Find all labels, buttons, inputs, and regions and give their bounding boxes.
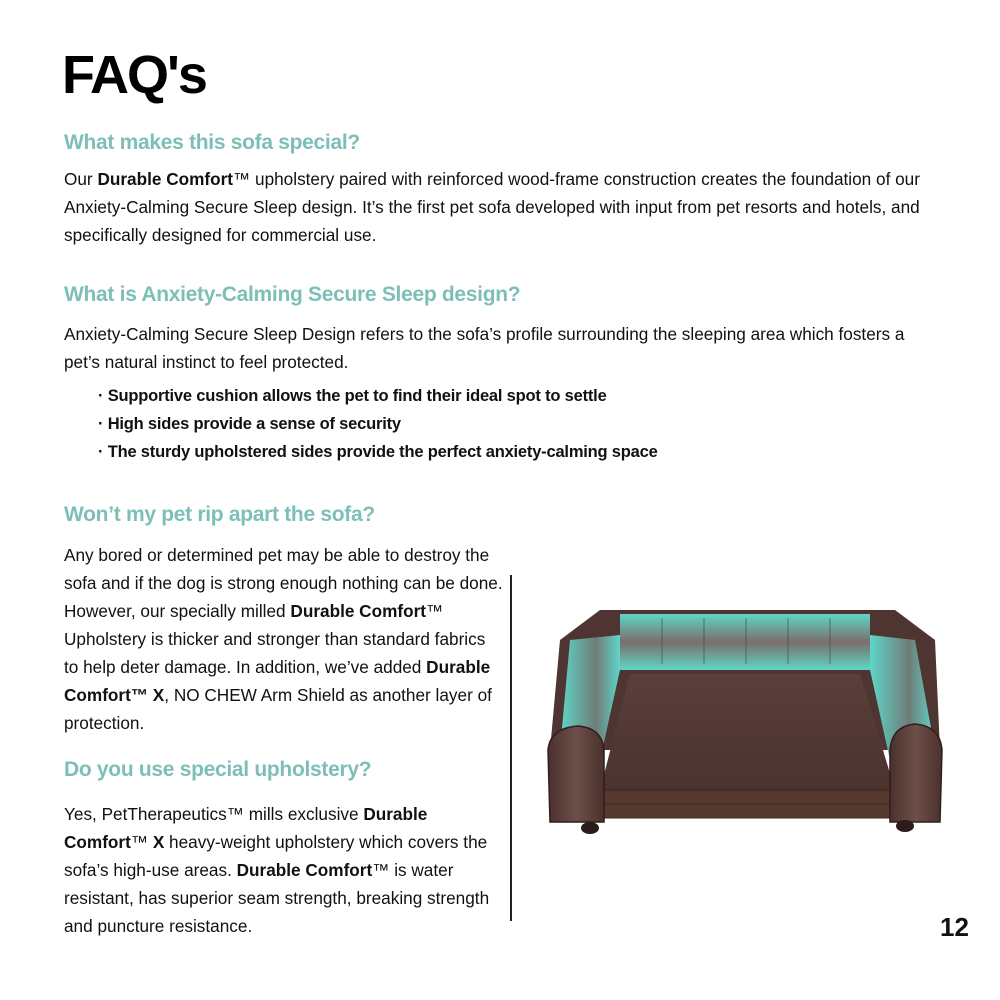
faq-question-1: What makes this sofa special? <box>64 131 360 154</box>
page-title: FAQ's <box>62 45 206 105</box>
sofa-leg <box>581 822 599 834</box>
faq-question-2: What is Anxiety-Calming Secure Sleep design? <box>64 283 521 306</box>
faq-answer-1: Our Durable Comfort™ upholstery paired with reinforced wood-frame construction creates the foundation of our Anxiety-Calming Secure Sleep design. It’s the first pet sofa developed with input from pet resorts and hotels, and specifically designed for commercial use. <box>64 169 920 245</box>
bullet-item: · Supportive cushion allows the pet to find their ideal spot to settle <box>98 382 658 410</box>
faq-question-4: Do you use special upholstery? <box>64 758 372 781</box>
sofa-back-cushion <box>620 614 870 670</box>
bullet-item: · The sturdy upholstered sides provide the perfect anxiety-calming space <box>98 438 658 466</box>
bullet-item: · High sides provide a sense of security <box>98 410 658 438</box>
faq-question-3: Won’t my pet rip apart the sofa? <box>64 503 375 526</box>
sofa-image <box>540 600 950 840</box>
faq-answer-4: Yes, PetTherapeutics™ mills exclusive Durable Comfort™ X heavy-weight upholstery which covers the sofa’s high-use areas. Durable Comfort™ is water resistant, has superior seam strength, breaking strength and puncture resistance. <box>64 804 490 936</box>
sofa-right-arm <box>890 724 942 822</box>
sofa-leg <box>896 820 914 832</box>
faq-answer-2: Anxiety-Calming Secure Sleep Design refers to the sofa’s profile surrounding the sleeping area which fosters a pet’s natural instinct to feel protected. <box>64 324 905 372</box>
sofa-seat <box>600 674 895 790</box>
faq-answer-3: Any bored or determined pet may be able to destroy the sofa and if the dog is strong enough nothing can be done. However, our specially milled Durable Comfort™ Upholstery is thicker and stronger than standard fabrics to help deter damage. In addition, we’ve added Durable Comfort™ X, NO CHEW Arm Shield as another layer of protection. <box>64 545 503 733</box>
feature-bullet-list <box>98 382 658 466</box>
column-divider <box>510 575 512 921</box>
page-number: 12 <box>940 912 969 942</box>
sofa-left-arm <box>548 726 604 822</box>
